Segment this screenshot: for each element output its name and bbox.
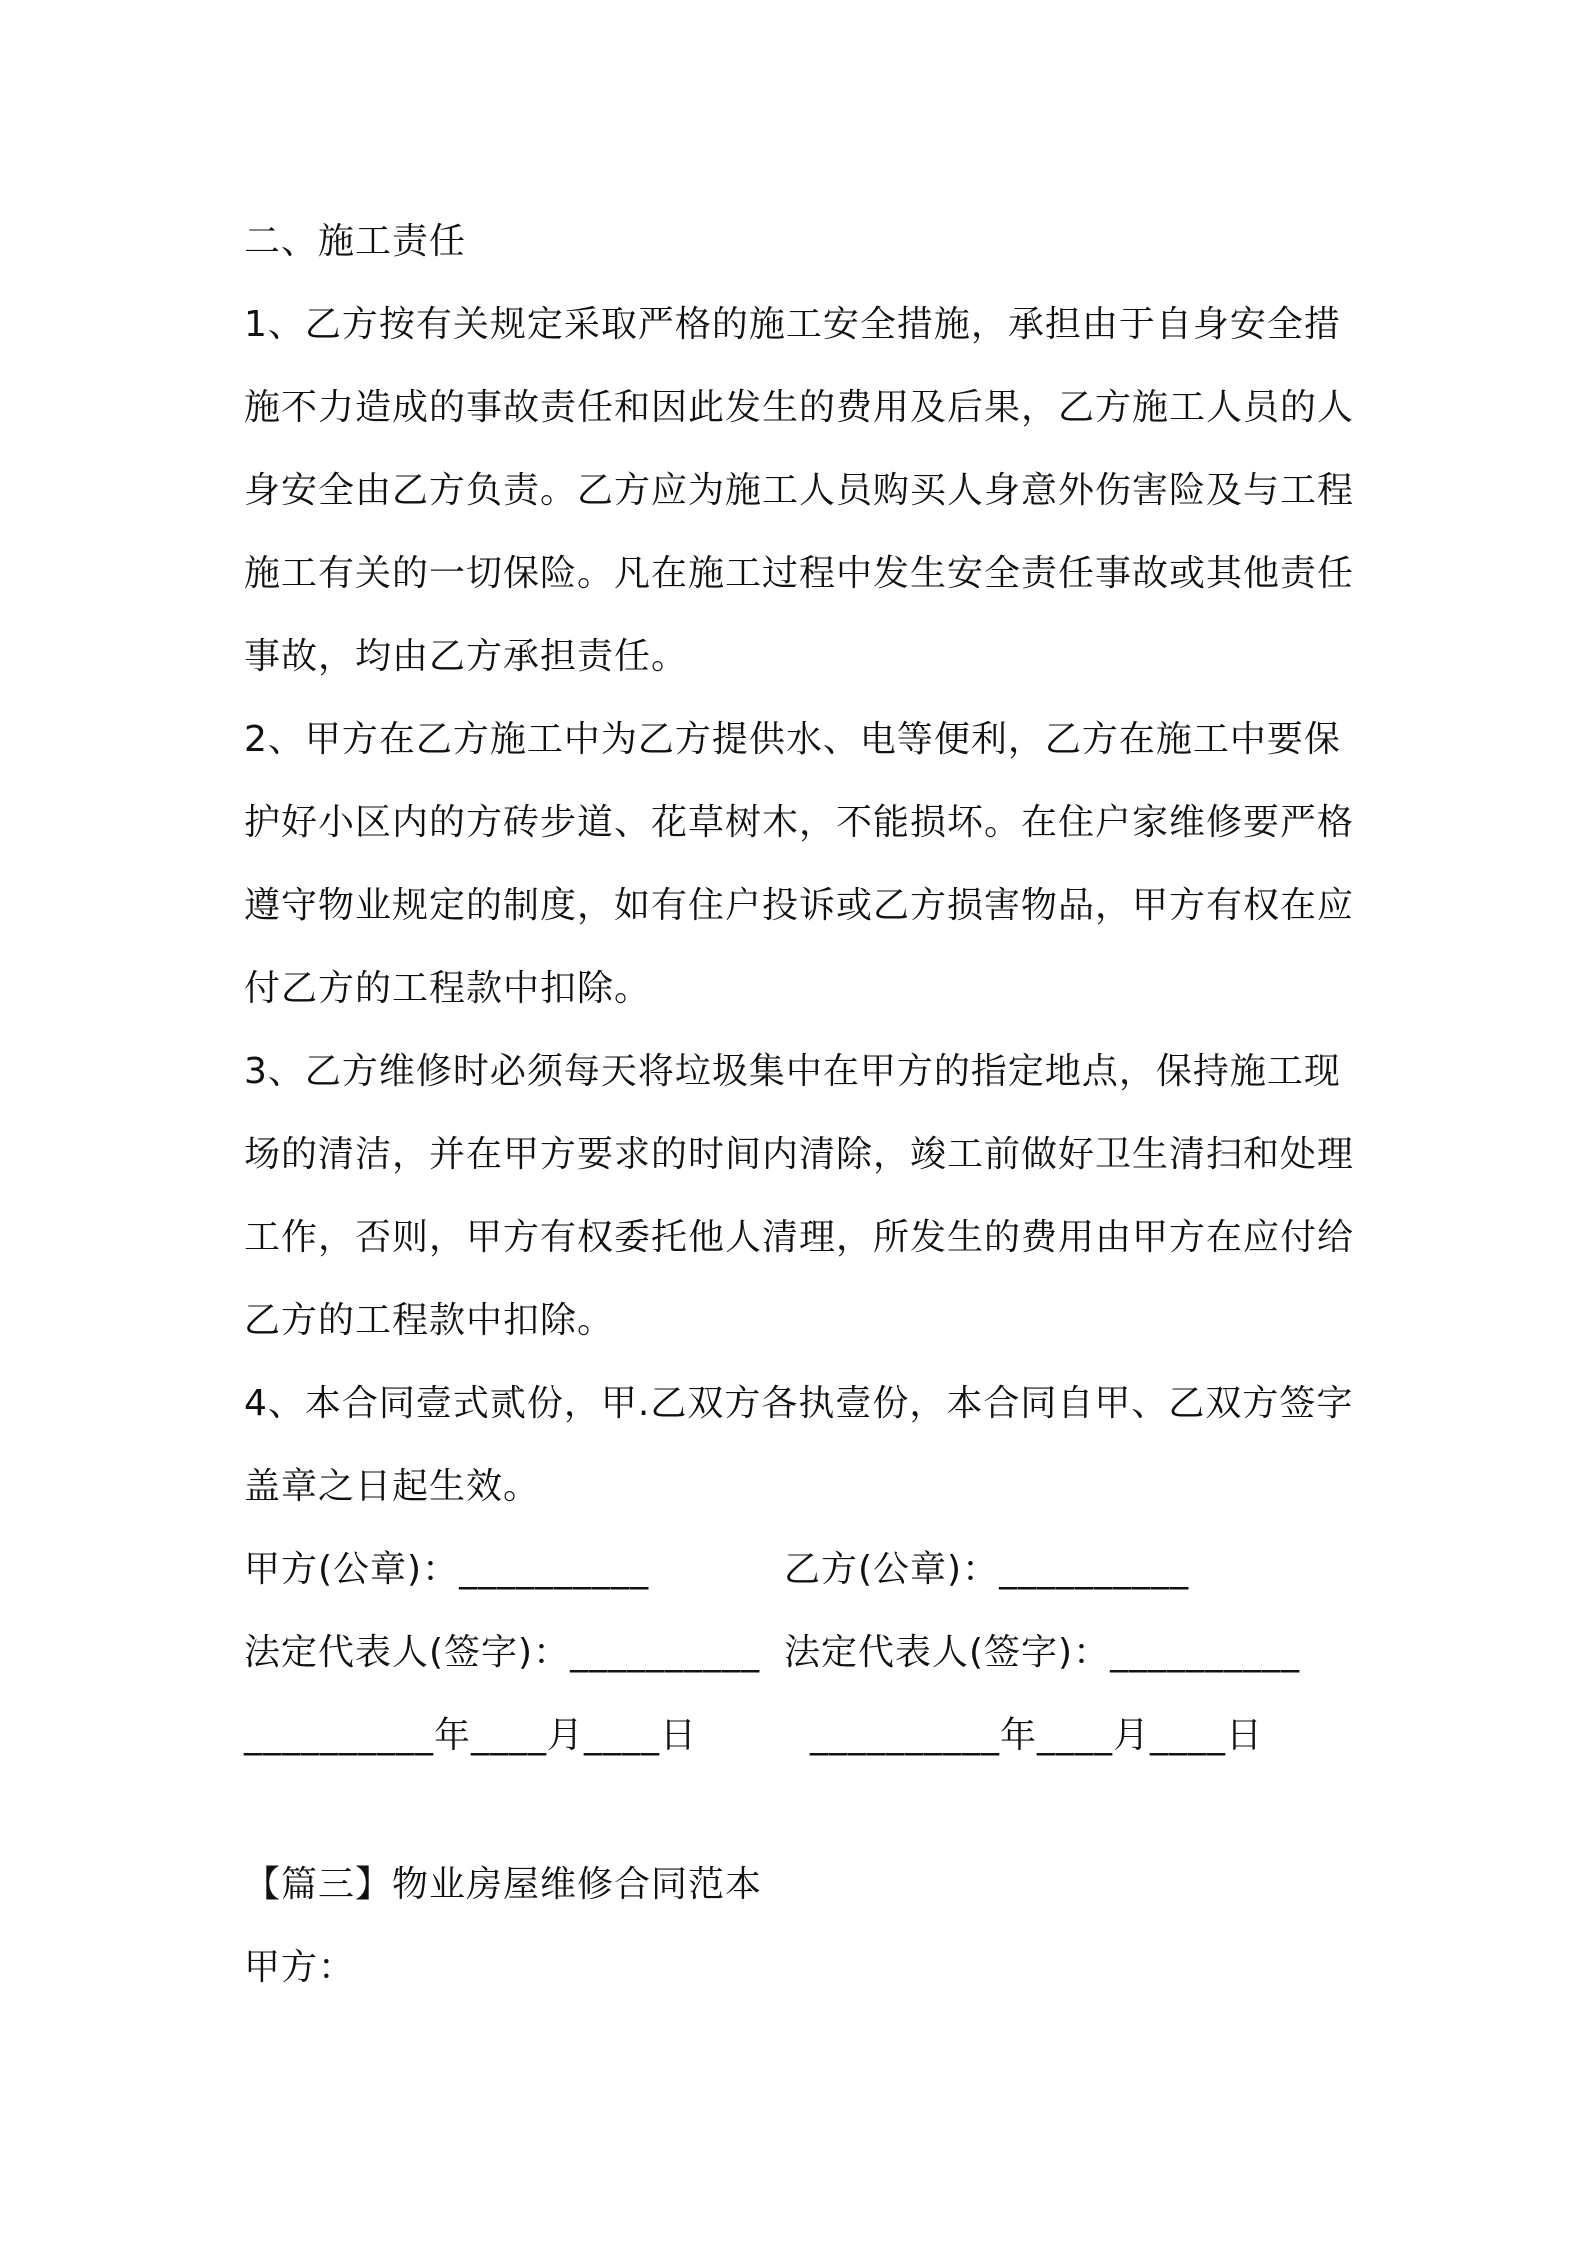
clause-1 <box>244 283 1364 698</box>
next-section-party-a-label: 甲方： <box>244 1947 356 1988</box>
signature-date-row <box>244 1694 1364 1777</box>
clause-line: 付乙方的工程款中扣除。 <box>244 968 652 1009</box>
clause-2 <box>244 698 1364 1030</box>
section-heading: 二、施工责任 <box>244 221 467 262</box>
clause-line: 4、本合同壹式贰份，甲.乙双方各执壹份，本合同自甲、乙双方签字 <box>244 1383 1354 1424</box>
party-a-date-field: __________年____月____日 <box>244 1715 697 1756</box>
clause-line: 施工有关的一切保险。凡在施工过程中发生安全责任事故或其他责任 <box>244 553 1355 594</box>
clause-line: 2、甲方在乙方施工中为乙方提供水、电等便利，乙方在施工中要保 <box>244 719 1341 760</box>
clause-line: 工作，否则，甲方有权委托他人清理，所发生的费用由甲方在应付给 <box>244 1217 1355 1258</box>
party-a-seal-field: 甲方(公章)：__________ <box>244 1549 650 1590</box>
document-content <box>244 200 1364 2009</box>
clause-line: 遵守物业规定的制度，如有住户投诉或乙方损害物品，甲方有权在应 <box>244 885 1355 926</box>
clause-line: 事故，均由乙方承担责任。 <box>244 636 689 677</box>
party-b-rep-field: 法定代表人(签字)：__________ <box>784 1632 1301 1673</box>
signature-seal-row <box>244 1528 1364 1611</box>
signature-rep-row <box>244 1611 1364 1694</box>
clause-3 <box>244 1030 1364 1362</box>
clause-line: 场的清洁，并在甲方要求的时间内清除，竣工前做好卫生清扫和处理 <box>244 1134 1355 1175</box>
party-a-rep-field: 法定代表人(签字)：__________ <box>244 1632 761 1673</box>
party-b-seal-field: 乙方(公章)：__________ <box>784 1549 1190 1590</box>
clause-line: 护好小区内的方砖步道、花草树木，不能损坏。在住户家维修要严格 <box>244 802 1355 843</box>
clause-line: 3、乙方维修时必须每天将垃圾集中在甲方的指定地点，保持施工现 <box>244 1051 1341 1092</box>
clause-line: 1、乙方按有关规定采取严格的施工安全措施，承担由于自身安全措 <box>244 304 1341 345</box>
section-spacer <box>244 1777 1364 1843</box>
party-b-date-field: __________年____月____日 <box>810 1715 1263 1756</box>
clause-line: 身安全由乙方负责。乙方应为施工人员购买人身意外伤害险及与工程 <box>244 470 1355 511</box>
clause-line: 乙方的工程款中扣除。 <box>244 1300 615 1341</box>
next-section-title: 【篇三】物业房屋维修合同范本 <box>244 1864 763 1905</box>
clause-line: 施不力造成的事故责任和因此发生的费用及后果，乙方施工人员的人 <box>244 387 1355 428</box>
clause-line: 盖章之日起生效。 <box>244 1466 541 1507</box>
clause-4 <box>244 1362 1364 1528</box>
